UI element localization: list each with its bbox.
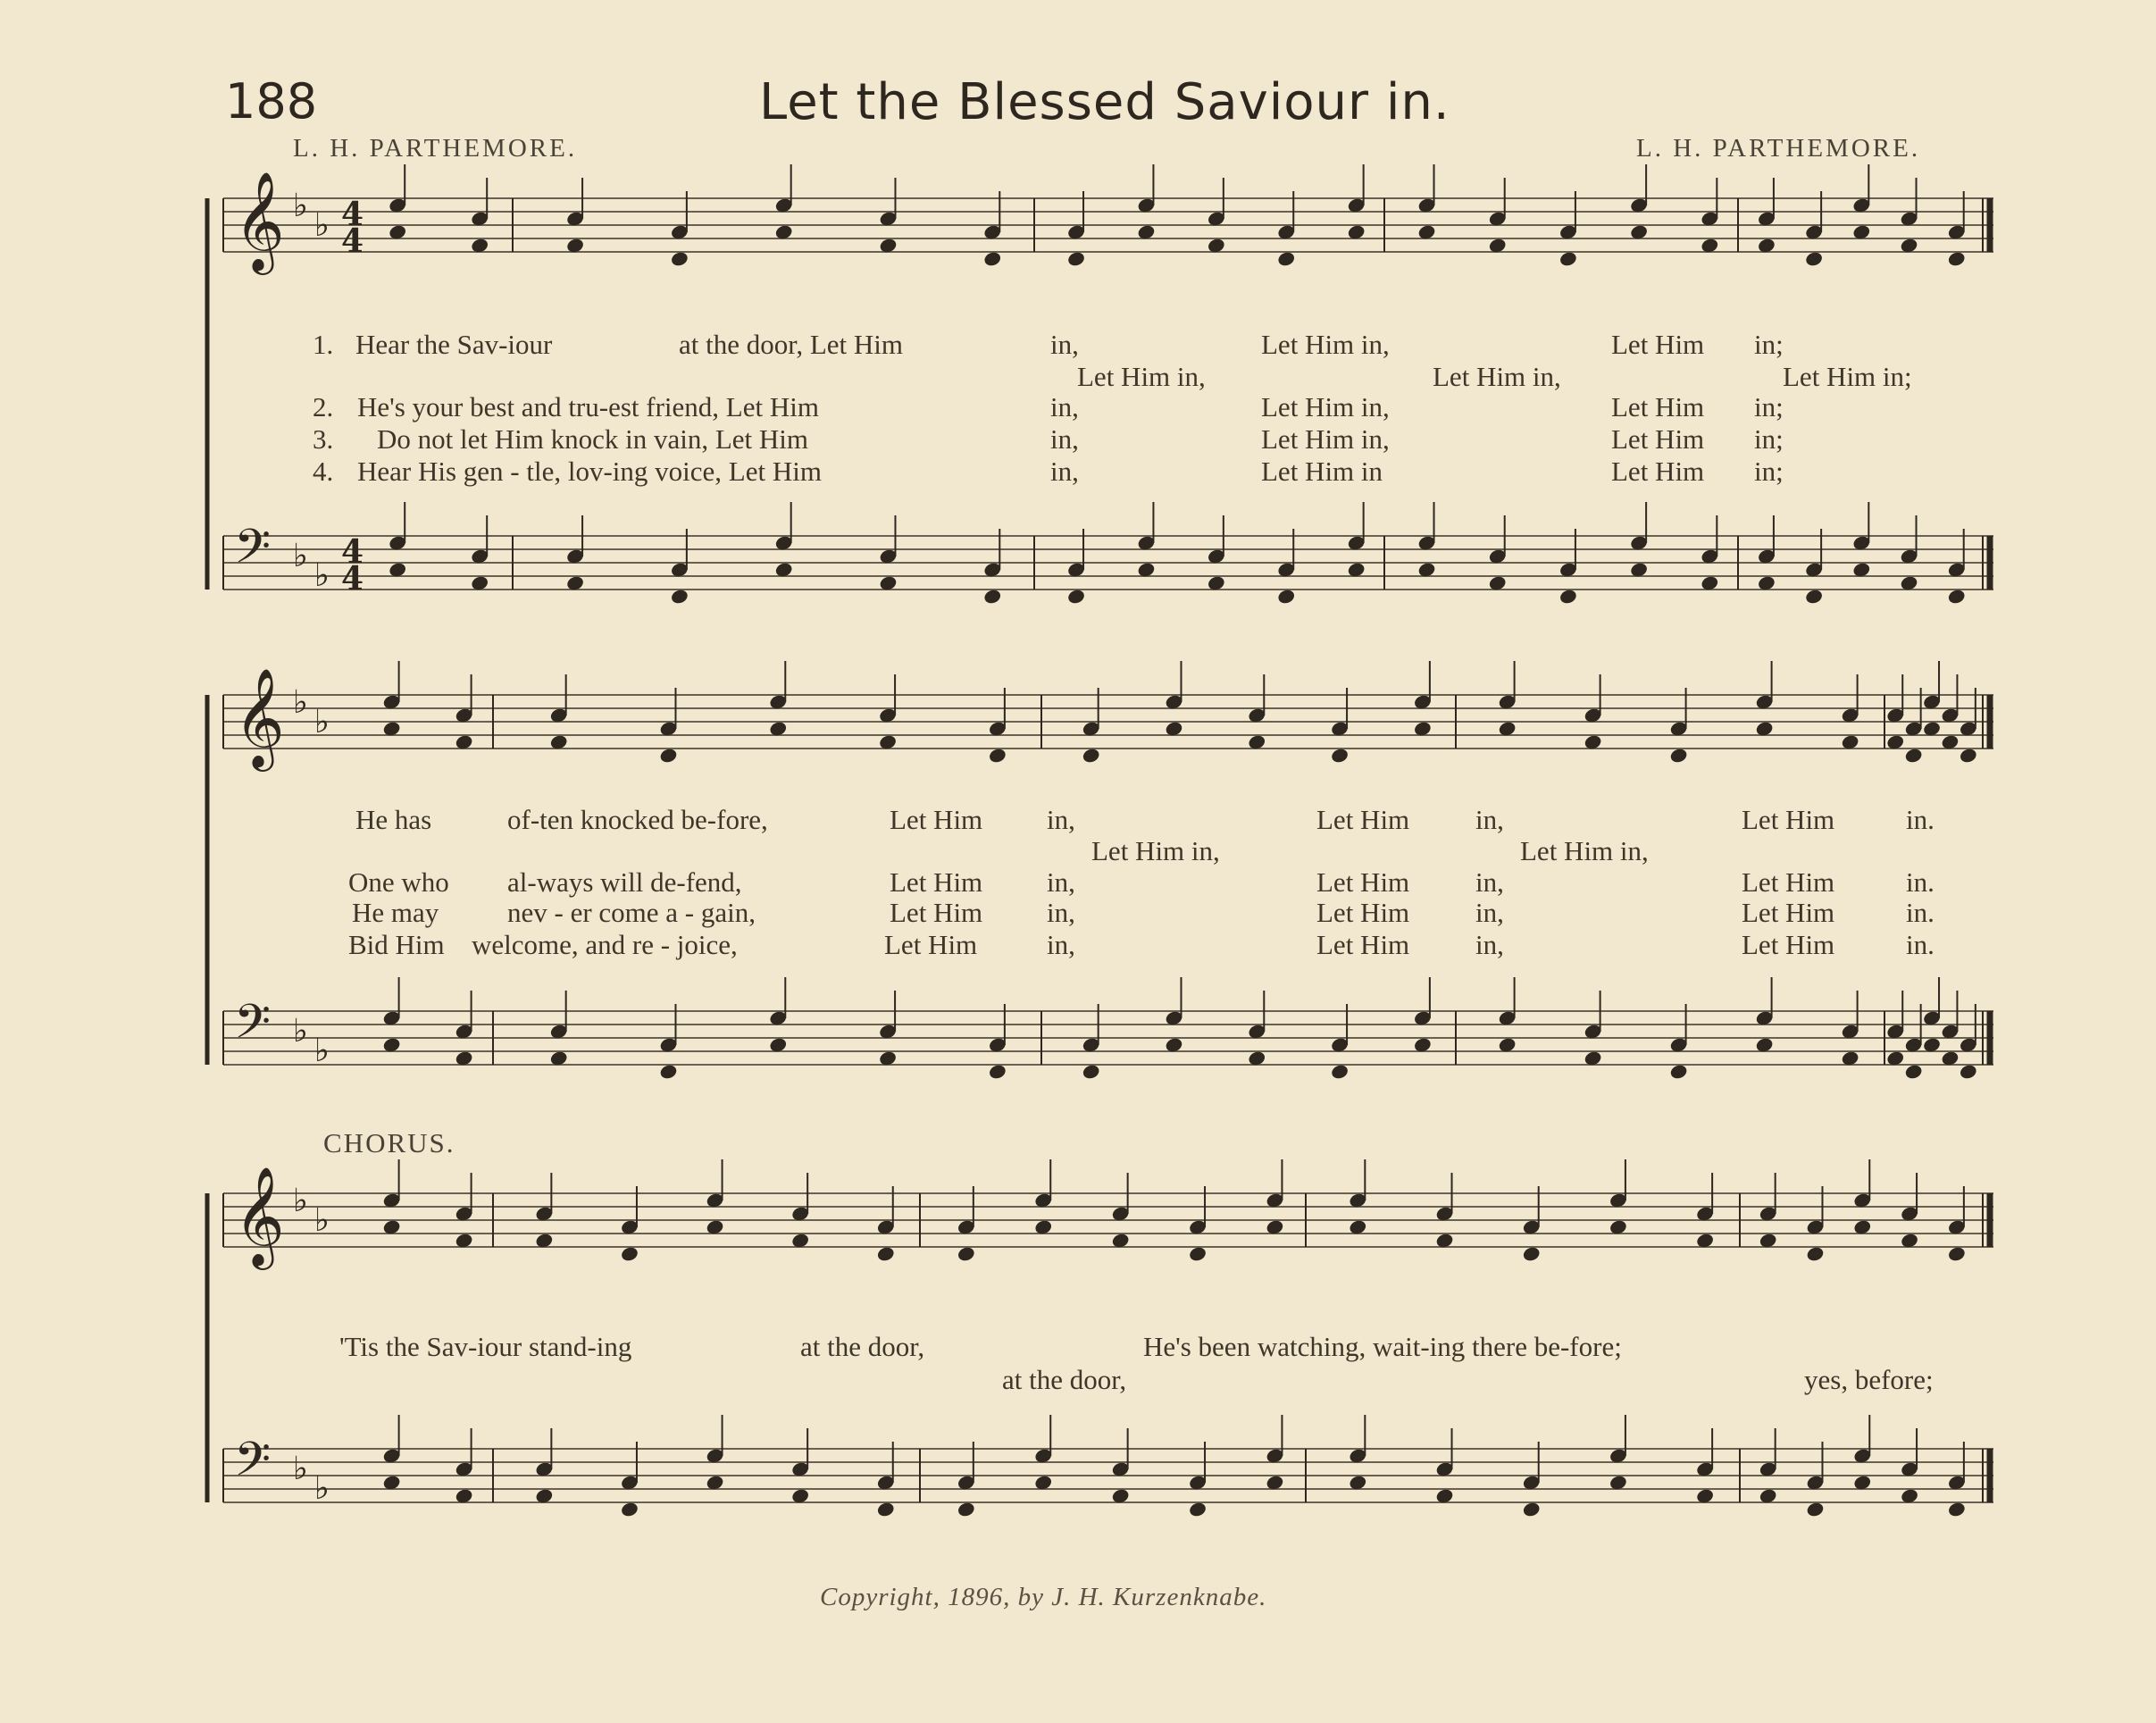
s2-v3-c: Let Him	[890, 897, 983, 928]
verse2-let-him-in: Let Him in,	[1261, 391, 1390, 422]
s2-v2-g: Let Him	[1742, 866, 1835, 898]
s2-v1-g: Let Him	[1742, 804, 1835, 835]
s2-v4-g: Let Him	[1742, 929, 1835, 960]
page-number: 188	[225, 73, 318, 130]
note-head	[670, 250, 689, 267]
s2-v4-a: Bid Him	[348, 929, 445, 960]
note-head	[1947, 588, 1967, 605]
time-signature-icon: 4	[341, 196, 364, 233]
flat-icon: ♭	[314, 704, 330, 740]
time-signature-icon: 4	[341, 560, 364, 598]
note-head	[1559, 250, 1578, 267]
author-left: L. H. PARTHEMORE.	[293, 134, 578, 163]
note-head	[1276, 588, 1296, 605]
s2-v1-a: He has	[355, 804, 432, 835]
flat-icon: ♭	[293, 684, 308, 721]
verse2-in-1: in,	[1050, 391, 1079, 422]
note-head	[1330, 1063, 1350, 1080]
chorus-echo-1: at the door,	[1002, 1364, 1127, 1395]
chorus-echo-2: yes, before;	[1804, 1364, 1934, 1395]
note-head	[1522, 1245, 1542, 1262]
echo-3: Let Him in;	[1783, 361, 1912, 392]
s2-echo-1: Let Him in,	[1091, 835, 1220, 866]
verse1-in-2: in;	[1754, 329, 1784, 360]
verse3-in-1: in,	[1050, 423, 1079, 455]
s2-v2-e: Let Him	[1316, 866, 1410, 898]
s2-v1-d: in,	[1047, 804, 1075, 835]
note-head	[1959, 747, 1978, 764]
verse2-number: 2.	[313, 391, 334, 422]
s2-echo-2: Let Him in,	[1520, 835, 1649, 866]
verse2-let-him: Let Him	[1611, 391, 1705, 422]
flat-icon: ♭	[293, 1183, 308, 1219]
s2-v1-c: Let Him	[890, 804, 983, 835]
time-signature-icon: 4	[341, 222, 364, 260]
s2-v2-f: in,	[1475, 866, 1504, 898]
verse4-let-him-in: Let Him in	[1261, 456, 1383, 487]
verse3-let-him: Let Him	[1611, 423, 1705, 455]
s2-v4-f: in,	[1475, 929, 1504, 960]
note-head	[982, 588, 1002, 605]
s2-v2-c: Let Him	[890, 866, 983, 898]
note-head	[1904, 747, 1924, 764]
time-signature-icon: 4	[341, 533, 364, 571]
s2-v3-b: nev - er come a - gain,	[507, 897, 756, 928]
verse1-let-him-in: Let Him in,	[1261, 329, 1390, 360]
note-head	[988, 1063, 1007, 1080]
echo-1: Let Him in,	[1077, 361, 1206, 392]
note-head	[1330, 747, 1350, 764]
verse4-number: 4.	[313, 456, 334, 487]
note-head	[957, 1245, 976, 1262]
s2-v3-h: in.	[1906, 897, 1935, 928]
note-head	[1559, 588, 1578, 605]
note-head	[1066, 250, 1086, 267]
s2-v3-f: in,	[1475, 897, 1504, 928]
note-head	[1066, 588, 1086, 605]
chorus-text-b: at the door,	[800, 1331, 925, 1362]
note-head	[1188, 1501, 1208, 1518]
s2-v2-a: One who	[348, 866, 449, 898]
note-head	[659, 747, 679, 764]
bass-clef-icon: 𝄢	[234, 520, 272, 586]
note-head	[1806, 1501, 1826, 1518]
verse4-in-2: in;	[1754, 456, 1784, 487]
verse2-text-a: He's your best and tru-est friend, Let Him	[357, 391, 819, 422]
s2-v4-b: welcome, and re - joice,	[472, 929, 738, 960]
s2-v4-e: Let Him	[1316, 929, 1410, 960]
s2-v3-g: Let Him	[1742, 897, 1835, 928]
flat-icon: ♭	[314, 1033, 330, 1069]
chorus-label: CHORUS.	[323, 1127, 455, 1158]
note-head	[1904, 1063, 1924, 1080]
bass-clef-icon: 𝄢	[234, 995, 272, 1061]
verse4-text-a: Hear His gen - tle, lov-ing voice, Let Him	[357, 456, 822, 487]
chorus-text-a: 'Tis the Sav-iour stand-ing	[339, 1331, 632, 1362]
verse4-let-him: Let Him	[1611, 456, 1705, 487]
note-head	[1959, 1063, 1978, 1080]
note-head	[876, 1245, 896, 1262]
s2-v4-d: in,	[1047, 929, 1075, 960]
note-head	[620, 1245, 639, 1262]
verse1-let-him: Let Him	[1611, 329, 1705, 360]
echo-2: Let Him in,	[1433, 361, 1561, 392]
flat-icon: ♭	[314, 1202, 330, 1239]
flat-icon: ♭	[293, 1013, 308, 1050]
chorus-text-c: He's been watching, wait-ing there be-fore;	[1143, 1331, 1622, 1362]
note-head	[982, 250, 1002, 267]
note-head	[659, 1063, 679, 1080]
s2-v1-f: in,	[1475, 804, 1504, 835]
s2-v4-h: in.	[1906, 929, 1935, 960]
verse4-in-1: in,	[1050, 456, 1079, 487]
verse3-let-him-in: Let Him in,	[1261, 423, 1390, 455]
s2-v3-a: He may	[352, 897, 439, 928]
author-right: L. H. PARTHEMORE.	[1636, 134, 1921, 163]
flat-icon: ♭	[293, 188, 308, 224]
s2-v2-b: al-ways will de-fend,	[507, 866, 742, 898]
note-head	[1806, 1245, 1826, 1262]
flat-icon: ♭	[314, 1470, 330, 1507]
verse3-text-a: Do not let Him knock in vain, Let Him	[377, 423, 809, 455]
note-head	[1947, 250, 1967, 267]
note-head	[1804, 588, 1824, 605]
note-head	[876, 1501, 896, 1518]
treble-clef-icon: 𝄞	[234, 667, 285, 767]
flat-icon: ♭	[314, 557, 330, 594]
s2-v1-b: of-ten knocked be-fore,	[507, 804, 768, 835]
s2-v3-e: Let Him	[1316, 897, 1410, 928]
verse1-in-1: in,	[1050, 329, 1079, 360]
bass-clef-icon: 𝄢	[234, 1433, 272, 1499]
s2-v2-d: in,	[1047, 866, 1075, 898]
s2-v1-e: Let Him	[1316, 804, 1410, 835]
verse1-text-a: Hear the Sav-iour	[355, 329, 553, 360]
flat-icon: ♭	[293, 538, 308, 574]
hymn-title: Let the Blessed Saviour in.	[759, 73, 1450, 131]
note-head	[1276, 250, 1296, 267]
flat-icon: ♭	[314, 207, 330, 244]
verse1-text-b: at the door, Let Him	[679, 329, 903, 360]
note-head	[620, 1501, 639, 1518]
note-head	[957, 1501, 976, 1518]
note-head	[1947, 1245, 1967, 1262]
note-head	[670, 588, 689, 605]
treble-clef-icon: 𝄞	[234, 171, 285, 271]
s2-v1-h: in.	[1906, 804, 1935, 835]
verse3-in-2: in;	[1754, 423, 1784, 455]
note-head	[1669, 1063, 1689, 1080]
s2-v2-h: in.	[1906, 866, 1935, 898]
note-head	[1947, 1501, 1967, 1518]
verse1-number: 1.	[313, 329, 334, 360]
note-head	[1669, 747, 1689, 764]
note-head	[1082, 747, 1101, 764]
note-head	[1188, 1245, 1208, 1262]
note-head	[1082, 1063, 1101, 1080]
treble-clef-icon: 𝄞	[234, 1166, 285, 1266]
note-head	[1804, 250, 1824, 267]
verse2-in-2: in;	[1754, 391, 1784, 422]
verse3-number: 3.	[313, 423, 334, 455]
flat-icon: ♭	[293, 1451, 308, 1487]
copyright-notice: Copyright, 1896, by J. H. Kurzenknabe.	[820, 1583, 1267, 1611]
s2-v3-d: in,	[1047, 897, 1075, 928]
s2-v4-c: Let Him	[884, 929, 978, 960]
note-head	[1522, 1501, 1542, 1518]
note-head	[988, 747, 1007, 764]
